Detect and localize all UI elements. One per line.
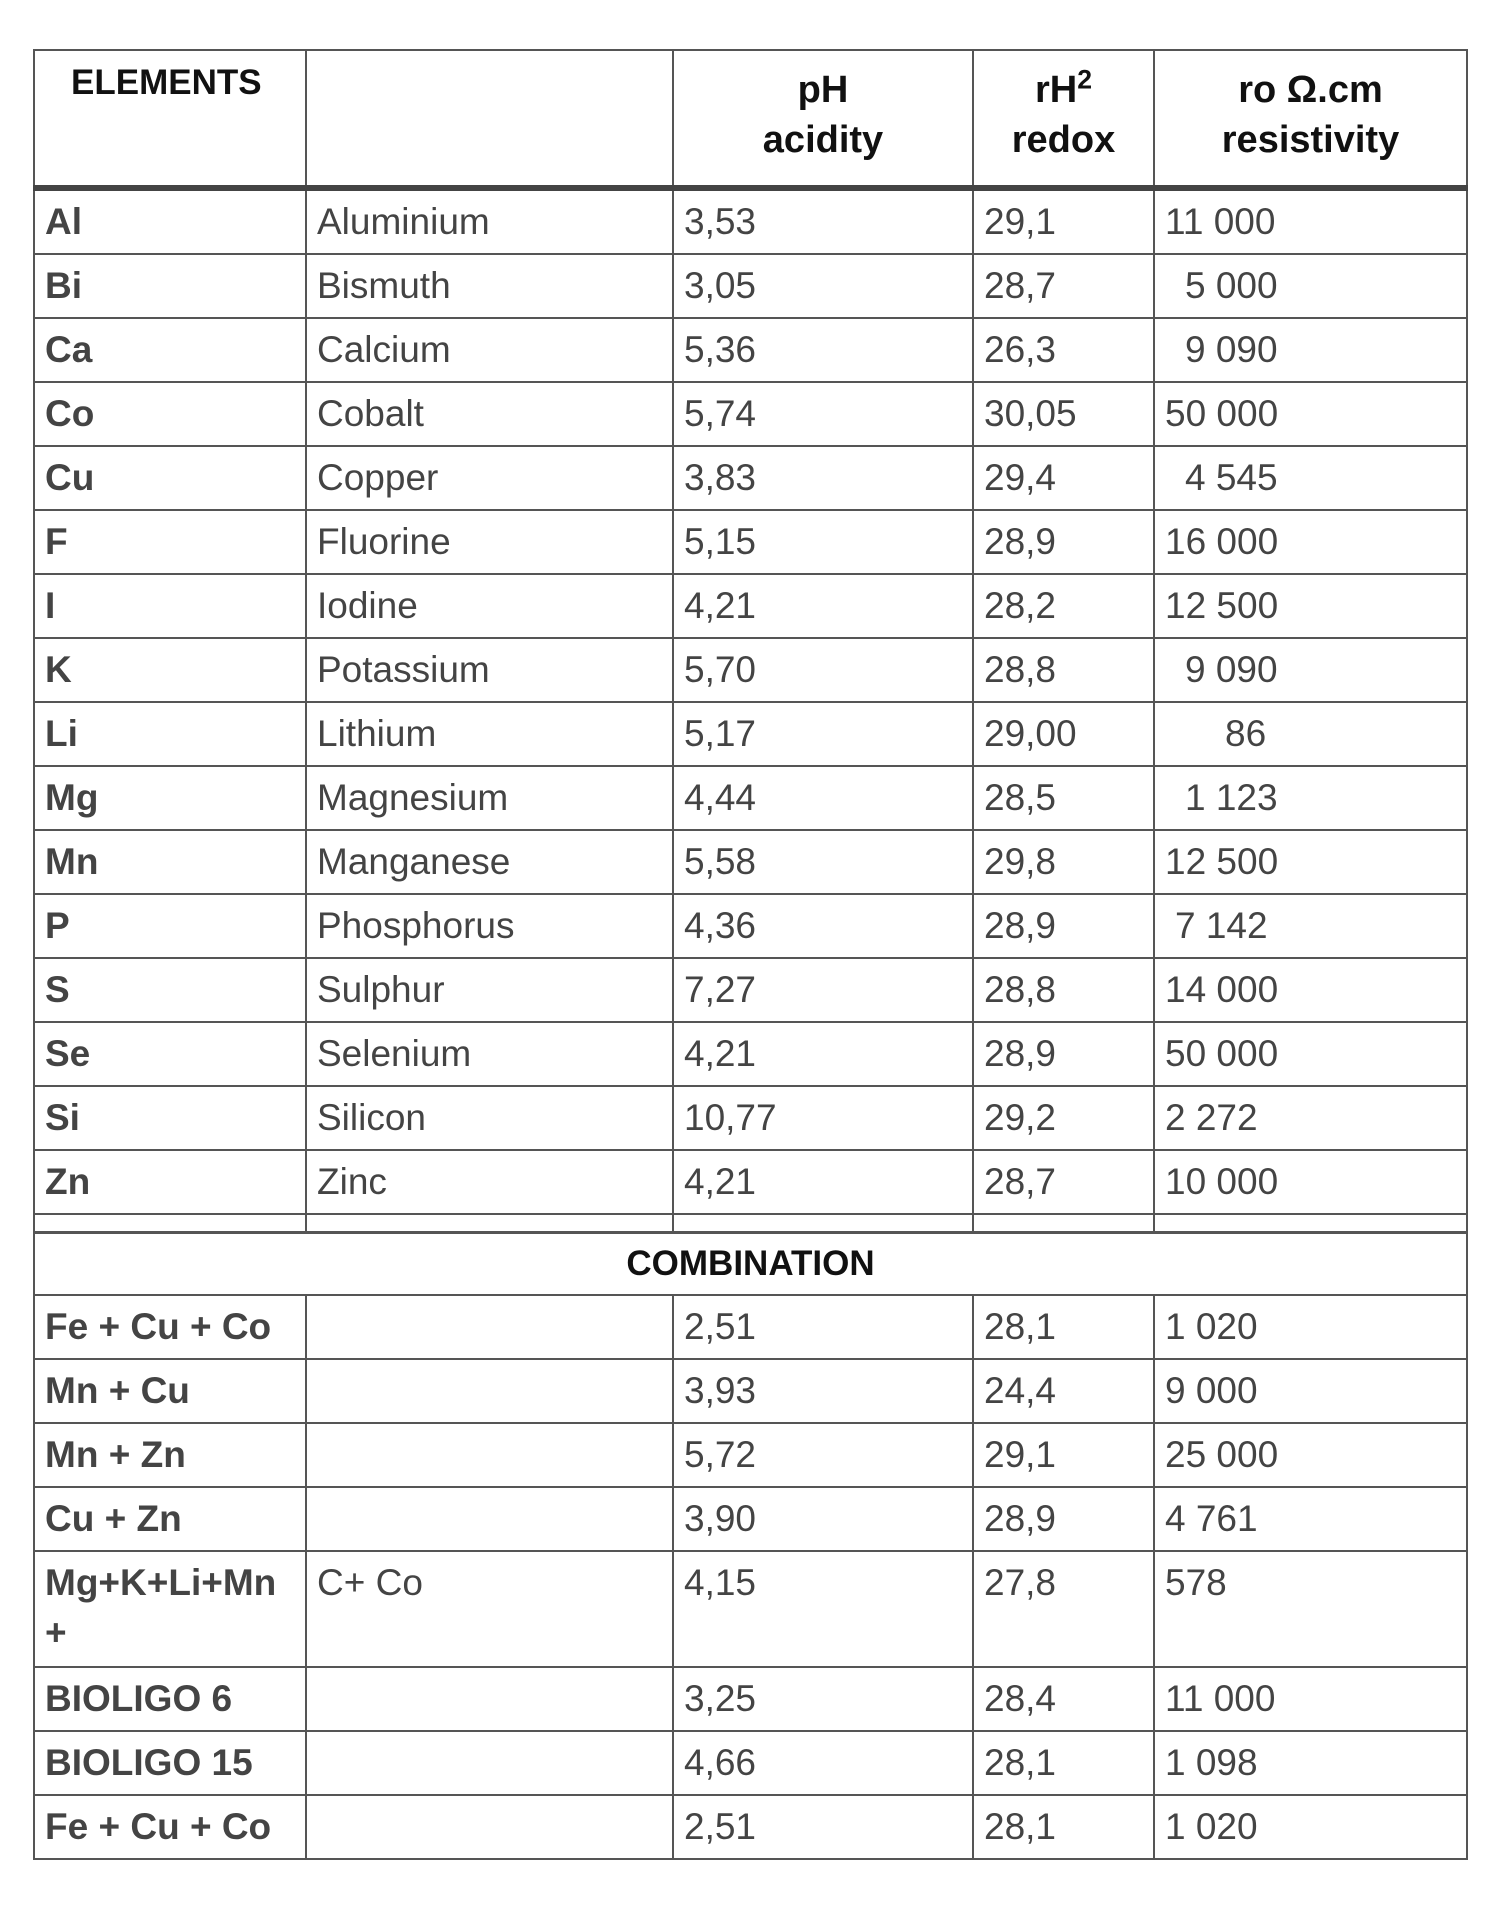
- symbol-cell: P: [34, 894, 306, 958]
- name-cell: Phosphorus: [306, 894, 673, 958]
- resistivity-cell: 14 000: [1154, 958, 1467, 1022]
- spacer-cell: [34, 1214, 306, 1233]
- rh2-cell: 28,5: [973, 766, 1154, 830]
- name-cell: Iodine: [306, 574, 673, 638]
- spacer-cell: [673, 1214, 973, 1233]
- symbol-cell: Ca: [34, 318, 306, 382]
- symbol-cell: K: [34, 638, 306, 702]
- resistivity-cell: 1 098: [1154, 1731, 1467, 1795]
- combination-section-title: COMBINATION: [34, 1233, 1467, 1296]
- ph-cell: 4,21: [673, 1150, 973, 1214]
- ph-cell: 4,36: [673, 894, 973, 958]
- symbol-cell: Mn + Cu: [34, 1359, 306, 1423]
- name-cell: Sulphur: [306, 958, 673, 1022]
- rh2-cell: 24,4: [973, 1359, 1154, 1423]
- rh2-cell: 28,8: [973, 958, 1154, 1022]
- ph-cell: 5,70: [673, 638, 973, 702]
- rh2-cell: 28,9: [973, 1022, 1154, 1086]
- name-cell: Zinc: [306, 1150, 673, 1214]
- symbol-cell: Al: [34, 188, 306, 254]
- name-cell: Aluminium: [306, 188, 673, 254]
- combination-row: [34, 1359, 1467, 1423]
- ph-cell: 7,27: [673, 958, 973, 1022]
- rh2-cell: 28,9: [973, 1487, 1154, 1551]
- ph-cell: 3,93: [673, 1359, 973, 1423]
- element-row: [34, 894, 1467, 958]
- symbol-cell: S: [34, 958, 306, 1022]
- resistivity-cell: 1 123: [1154, 766, 1467, 830]
- resistivity-cell: 12 500: [1154, 574, 1467, 638]
- ph-cell: 4,21: [673, 574, 973, 638]
- name-cell: Lithium: [306, 702, 673, 766]
- header-name: [306, 50, 673, 188]
- resistivity-cell: 9 000: [1154, 1359, 1467, 1423]
- rh2-cell: 28,8: [973, 638, 1154, 702]
- resistivity-cell: 12 500: [1154, 830, 1467, 894]
- resistivity-cell: 10 000: [1154, 1150, 1467, 1214]
- spacer-cell: [1154, 1214, 1467, 1233]
- ph-cell: 2,51: [673, 1795, 973, 1859]
- name-cell: Potassium: [306, 638, 673, 702]
- header-rh2: [973, 50, 1154, 188]
- header-resistivity: [1154, 50, 1467, 188]
- name-cell: [306, 1359, 673, 1423]
- rh2-cell: 29,4: [973, 446, 1154, 510]
- rh2-cell: 28,4: [973, 1667, 1154, 1731]
- element-row: [34, 958, 1467, 1022]
- element-row: [34, 382, 1467, 446]
- name-cell: Silicon: [306, 1086, 673, 1150]
- rh2-cell: 29,1: [973, 1423, 1154, 1487]
- elements-table: [33, 49, 1468, 1860]
- header-rh2-superscript: 2: [1077, 64, 1093, 95]
- rh2-cell: 28,1: [973, 1731, 1154, 1795]
- resistivity-cell: 4 761: [1154, 1487, 1467, 1551]
- ph-cell: 4,44: [673, 766, 973, 830]
- symbol-cell: Si: [34, 1086, 306, 1150]
- resistivity-cell: 578: [1154, 1551, 1467, 1667]
- ph-cell: 5,58: [673, 830, 973, 894]
- header-ph-subtitle: acidity: [762, 119, 884, 161]
- ph-cell: 10,77: [673, 1086, 973, 1150]
- header-resistivity-title: ro Ω.cm: [1238, 69, 1383, 111]
- combination-row: [34, 1667, 1467, 1731]
- ph-cell: 5,15: [673, 510, 973, 574]
- symbol-cell: Cu: [34, 446, 306, 510]
- element-row: [34, 1150, 1467, 1214]
- header-rh2-subtitle: redox: [1011, 119, 1116, 161]
- name-cell: Magnesium: [306, 766, 673, 830]
- element-row: [34, 510, 1467, 574]
- elements-table-sheet: [33, 49, 1466, 1860]
- element-row: [34, 446, 1467, 510]
- resistivity-cell: 9 090: [1154, 638, 1467, 702]
- ph-cell: 4,21: [673, 1022, 973, 1086]
- resistivity-cell: 4 545: [1154, 446, 1467, 510]
- ph-cell: 3,25: [673, 1667, 973, 1731]
- element-row: [34, 1022, 1467, 1086]
- rh2-cell: 28,7: [973, 254, 1154, 318]
- symbol-cell: Bi: [34, 254, 306, 318]
- ph-cell: 5,72: [673, 1423, 973, 1487]
- rh2-cell: 28,1: [973, 1295, 1154, 1359]
- symbol-cell: Mn: [34, 830, 306, 894]
- rh2-cell: 30,05: [973, 382, 1154, 446]
- symbol-cell: Co: [34, 382, 306, 446]
- name-cell: Manganese: [306, 830, 673, 894]
- element-row: [34, 254, 1467, 318]
- ph-cell: 2,51: [673, 1295, 973, 1359]
- element-row: [34, 574, 1467, 638]
- rh2-cell: 29,00: [973, 702, 1154, 766]
- resistivity-cell: 1 020: [1154, 1795, 1467, 1859]
- ph-cell: 3,90: [673, 1487, 973, 1551]
- element-row: [34, 830, 1467, 894]
- symbol-cell: Cu + Zn: [34, 1487, 306, 1551]
- ph-cell: 4,66: [673, 1731, 973, 1795]
- spacer-cell: [973, 1214, 1154, 1233]
- spacer-row: [34, 1214, 1467, 1233]
- combination-section-row: [34, 1233, 1467, 1296]
- header-ph: [673, 50, 973, 188]
- name-cell: C+ Co: [306, 1551, 673, 1667]
- rh2-cell: 28,2: [973, 574, 1154, 638]
- rh2-cell: 29,1: [973, 188, 1154, 254]
- symbol-cell: Mg: [34, 766, 306, 830]
- element-row: [34, 1086, 1467, 1150]
- rh2-cell: 28,9: [973, 510, 1154, 574]
- rh2-cell: 29,8: [973, 830, 1154, 894]
- resistivity-cell: 50 000: [1154, 1022, 1467, 1086]
- symbol-cell: BIOLIGO 6: [34, 1667, 306, 1731]
- resistivity-cell: 11 000: [1154, 1667, 1467, 1731]
- symbol-cell: Mn + Zn: [34, 1423, 306, 1487]
- element-row: [34, 702, 1467, 766]
- rh2-cell: 28,1: [973, 1795, 1154, 1859]
- resistivity-cell: 25 000: [1154, 1423, 1467, 1487]
- resistivity-cell: 11 000: [1154, 188, 1467, 254]
- symbol-cell: Zn: [34, 1150, 306, 1214]
- symbol-cell: Fe + Cu + Co: [34, 1295, 306, 1359]
- rh2-cell: 29,2: [973, 1086, 1154, 1150]
- header-elements: ELEMENTS: [34, 50, 306, 188]
- ph-cell: 4,15: [673, 1551, 973, 1667]
- element-row: [34, 318, 1467, 382]
- name-cell: Cobalt: [306, 382, 673, 446]
- name-cell: Fluorine: [306, 510, 673, 574]
- resistivity-cell: 5 000: [1154, 254, 1467, 318]
- name-cell: [306, 1423, 673, 1487]
- name-cell: Bismuth: [306, 254, 673, 318]
- symbol-cell: I: [34, 574, 306, 638]
- ph-cell: 3,53: [673, 188, 973, 254]
- ph-cell: 5,36: [673, 318, 973, 382]
- combination-row: [34, 1487, 1467, 1551]
- symbol-cell: Li: [34, 702, 306, 766]
- name-cell: [306, 1295, 673, 1359]
- combination-row: [34, 1423, 1467, 1487]
- name-cell: [306, 1487, 673, 1551]
- rh2-cell: 27,8: [973, 1551, 1154, 1667]
- spacer-cell: [306, 1214, 673, 1233]
- combination-row: [34, 1295, 1467, 1359]
- rh2-cell: 28,7: [973, 1150, 1154, 1214]
- name-cell: Calcium: [306, 318, 673, 382]
- combination-row: [34, 1551, 1467, 1667]
- ph-cell: 3,05: [673, 254, 973, 318]
- name-cell: Selenium: [306, 1022, 673, 1086]
- name-cell: Copper: [306, 446, 673, 510]
- element-row: [34, 638, 1467, 702]
- name-cell: [306, 1667, 673, 1731]
- element-row: [34, 188, 1467, 254]
- rh2-cell: 26,3: [973, 318, 1154, 382]
- ph-cell: 5,74: [673, 382, 973, 446]
- rh2-cell: 28,9: [973, 894, 1154, 958]
- header-rh2-label: rH: [1034, 69, 1078, 111]
- resistivity-cell: 86: [1154, 702, 1467, 766]
- resistivity-cell: 2 272: [1154, 1086, 1467, 1150]
- combination-row: [34, 1795, 1467, 1859]
- header-resistivity-subtitle: resistivity: [1221, 119, 1400, 161]
- resistivity-cell: 16 000: [1154, 510, 1467, 574]
- resistivity-cell: 7 142: [1154, 894, 1467, 958]
- symbol-cell: Fe + Cu + Co: [34, 1795, 306, 1859]
- resistivity-cell: 9 090: [1154, 318, 1467, 382]
- resistivity-cell: 1 020: [1154, 1295, 1467, 1359]
- resistivity-cell: 50 000: [1154, 382, 1467, 446]
- name-cell: [306, 1731, 673, 1795]
- combination-row: [34, 1731, 1467, 1795]
- header-row: [34, 50, 1467, 188]
- header-rh2-title: [984, 65, 1143, 115]
- symbol-cell: Mg+K+Li+Mn +: [34, 1551, 306, 1667]
- symbol-cell: Se: [34, 1022, 306, 1086]
- ph-cell: 3,83: [673, 446, 973, 510]
- symbol-cell: F: [34, 510, 306, 574]
- element-row: [34, 766, 1467, 830]
- symbol-cell: BIOLIGO 15: [34, 1731, 306, 1795]
- ph-cell: 5,17: [673, 702, 973, 766]
- header-ph-title: pH: [797, 69, 849, 111]
- name-cell: [306, 1795, 673, 1859]
